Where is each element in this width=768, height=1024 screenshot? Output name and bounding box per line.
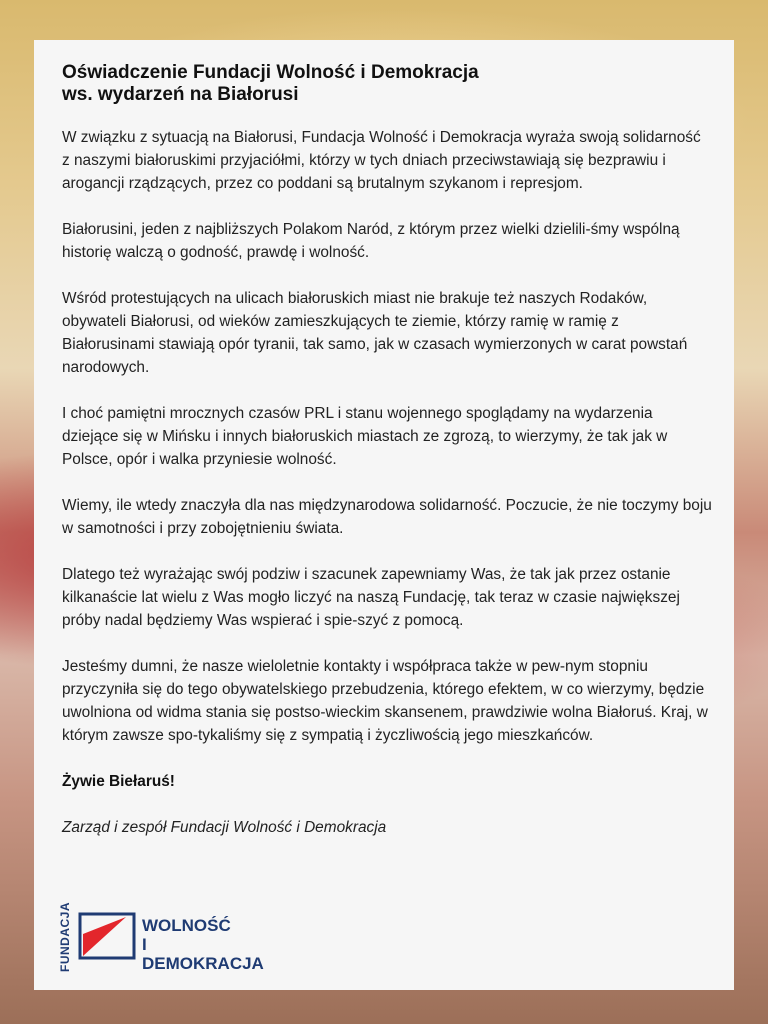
statement-title — [62, 62, 479, 106]
logo-line-1: WOLNOŚĆ — [142, 916, 231, 935]
paragraph-6: Dlatego też wyrażając swój podziw i szacunek zapewniamy Was, że tak jak przez ostanie kilkanaście lat wielu z Was mogło liczyć na naszą Fundację, tak teraz w czasie największej próby nadal będziemy Was wspierać i spie-szyć z pomocą. — [62, 566, 680, 629]
logo-mark-icon — [78, 912, 136, 960]
paragraph-7: Jesteśmy dumni, że nasze wieloletnie kontakty i współpraca także w pew-nym stopniu przyczyniła się do tego obywatelskiego przebudzenia, którego efektem, w co wierzymy, będzie uwolniona od widma stania się postso-wieckim skansenem, prawdziwie wolna Białoruś. Kraj, w którym zawsze spo-tykaliśmy się z sympatią i życzliwością jego mieszkańców. — [62, 658, 708, 744]
foundation-logo — [56, 902, 264, 973]
paragraph-4: I choć pamiętni mrocznych czasów PRL i stanu wojennego spoglądamy na wydarzenia dziejące się w Mińsku i innych białoruskich miastach ze zgrozą, to wierzymy, że tak jak w Polsce, opór i walka przyniesie wolność. — [62, 405, 668, 468]
paragraph-1: W związku z sytuacją na Białorusi, Fundacja Wolność i Demokracja wyraża swoją solidarność z naszymi białoruskimi przyjaciółmi, którzy w tych dniach przeciwstawiają się bezprawiu i arogancji rządzących, przez co poddani są brutalnym szykanom i represjom. — [62, 129, 701, 192]
paragraph-2: Białorusini, jeden z najbliższych Polakom Naród, z którym przez wielki dzielili-śmy wspólną historię walczą o godność, prawdę i wolność. — [62, 221, 680, 261]
logo-wordmark — [142, 916, 264, 973]
signature: Zarząd i zespół Fundacji Wolność i Demokracja — [62, 819, 387, 836]
title-line-1: Oświadczenie Fundacji Wolność i Demokracja — [62, 62, 479, 83]
logo-vertical-label — [56, 902, 74, 972]
title-line-2: ws. wydarzeń na Białorusi — [62, 84, 299, 105]
statement-panel — [34, 40, 734, 990]
signoff: Żywie Biełaruś! — [62, 773, 175, 790]
logo-line-2: I DEMOKRACJA — [142, 935, 264, 973]
paragraph-3: Wśród protestujących na ulicach białoruskich miast nie brakuje też naszych Rodaków, obywateli Białorusi, od wieków zamieszkujących te ziemie, którzy ramię w ramię z Białorusinami stawiają opór tyranii, tak samo, jak w czasach wymierzonych w carat powstań narodowych. — [62, 290, 688, 376]
logo-vertical-text: FUNDACJA — [58, 902, 72, 972]
paragraph-5: Wiemy, ile wtedy znaczyła dla nas międzynarodowa solidarność. Poczucie, że nie toczymy boju w samotności i przy zobojętnieniu świata. — [62, 497, 712, 537]
statement-body — [62, 126, 712, 862]
